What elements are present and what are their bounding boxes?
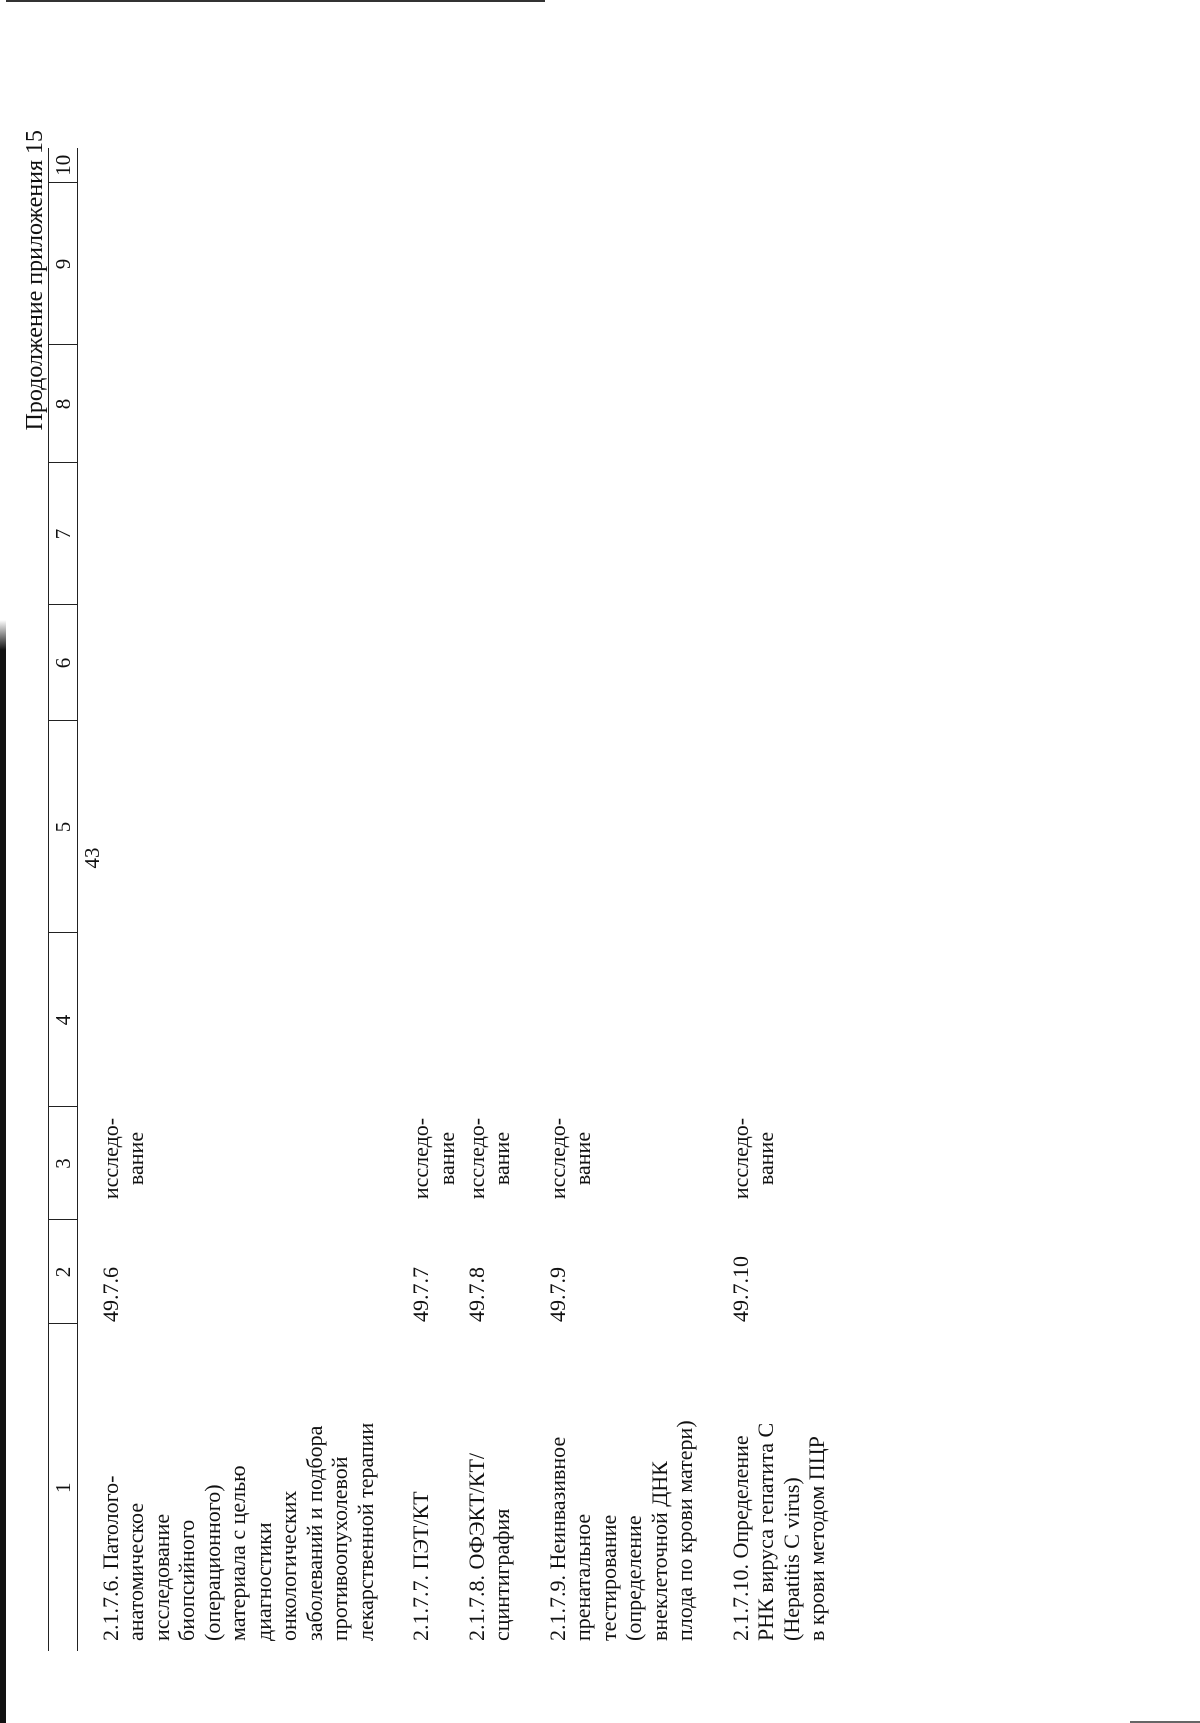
- empty-cell: [98, 721, 409, 933]
- empty-cell: [98, 345, 409, 463]
- unit-cell: исследо- вание: [408, 1117, 459, 1200]
- service-code-cell: 49.7.10: [727, 1256, 753, 1322]
- table-row: [545, 148, 728, 1651]
- empty-cell: [545, 463, 728, 605]
- table-body: [98, 148, 860, 1651]
- table-row: [98, 148, 409, 1651]
- service-name-cell: 2.1.7.9. Неинвазивное пренатальное тестирование (определение внеклеточной ДНК плода по крови матери): [544, 1420, 697, 1641]
- column-header: 2: [49, 1220, 78, 1324]
- service-code-cell: 49.7.9: [544, 1267, 570, 1322]
- empty-cell: [545, 148, 728, 183]
- empty-cell: [98, 148, 409, 183]
- empty-cell: [464, 463, 545, 605]
- service-name-cell: 2.1.7.10. Определение РНК вируса гепатита С (Hepatitis C virus) в крови методом ПЦР: [727, 1422, 829, 1641]
- empty-cell: [728, 183, 860, 345]
- service-name-cell: 2.1.7.7. ПЭТ/КТ: [408, 1491, 433, 1641]
- table-header-row: [49, 148, 78, 1651]
- continuation-label: Продолжение приложения 15: [22, 130, 48, 431]
- column-header: 5: [49, 721, 78, 933]
- service-code-cell: 49.7.7: [408, 1267, 433, 1322]
- column-header: 3: [49, 1107, 78, 1220]
- empty-cell: [98, 605, 409, 721]
- empty-cell: [408, 183, 464, 345]
- empty-cell: [464, 721, 545, 933]
- empty-cell: [464, 183, 545, 345]
- empty-cell: [728, 345, 860, 463]
- table-row: [464, 148, 545, 1651]
- empty-cell: [464, 933, 545, 1107]
- service-name-cell: 2.1.7.6. Патолого- анатомическое исследование биопсийного (операционного) материала с целью диагностики онкологических заболеваний и подбора противоопухолевой лекарственной терапии: [97, 1422, 378, 1641]
- tariff-table: [48, 148, 860, 1651]
- unit-cell: исследо- вание: [727, 1117, 778, 1200]
- table-row: [408, 148, 464, 1651]
- empty-cell: [464, 345, 545, 463]
- column-header: 10: [49, 148, 78, 183]
- column-header: 9: [49, 183, 78, 345]
- empty-cell: [545, 933, 728, 1107]
- unit-cell: исследо- вание: [544, 1117, 595, 1200]
- unit-cell: исследо- вание: [463, 1117, 514, 1200]
- empty-cell: [728, 148, 860, 183]
- service-code-cell: 49.7.6: [97, 1267, 123, 1322]
- empty-cell: [408, 463, 464, 605]
- column-header: 4: [49, 933, 78, 1107]
- empty-cell: [545, 721, 728, 933]
- empty-cell: [408, 148, 464, 183]
- empty-cell: [408, 933, 464, 1107]
- empty-cell: [545, 183, 728, 345]
- empty-cell: [545, 605, 728, 721]
- empty-cell: [98, 463, 409, 605]
- empty-cell: [408, 605, 464, 721]
- empty-cell: [98, 933, 409, 1107]
- service-code-cell: 49.7.8: [463, 1267, 489, 1322]
- empty-cell: [545, 345, 728, 463]
- empty-cell: [408, 721, 464, 933]
- empty-cell: [728, 933, 860, 1107]
- unit-cell: исследо- вание: [97, 1117, 148, 1200]
- empty-cell: [464, 148, 545, 183]
- service-name-cell: 2.1.7.8. ОФЭКТ/КТ/ сцинтиграфия: [463, 1452, 514, 1641]
- column-header: 8: [49, 345, 78, 463]
- column-header: 7: [49, 463, 78, 605]
- empty-cell: [464, 605, 545, 721]
- column-header: 6: [49, 605, 78, 721]
- empty-cell: [728, 605, 860, 721]
- column-header: 1: [49, 1324, 78, 1651]
- empty-cell: [98, 183, 409, 345]
- empty-cell: [408, 345, 464, 463]
- page-number: 43: [80, 847, 104, 869]
- empty-cell: [728, 463, 860, 605]
- table-row: [728, 148, 860, 1651]
- empty-cell: [728, 721, 860, 933]
